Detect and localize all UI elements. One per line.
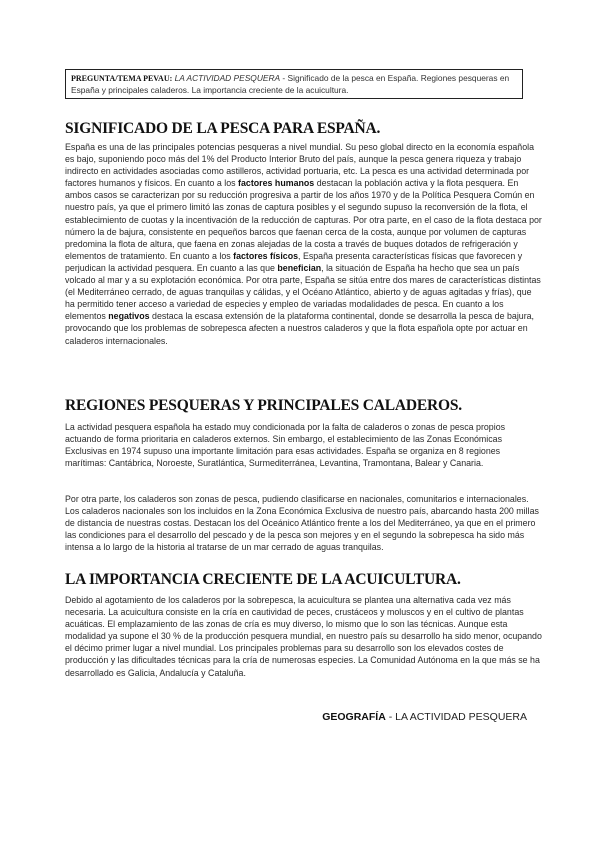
bold-term-negativos: negativos — [108, 311, 150, 322]
section-heading-significado: SIGNIFICADO DE LA PESCA PARA ESPAÑA. — [65, 120, 381, 137]
section-heading-acuicultura: LA IMPORTANCIA CRECIENTE DE LA ACUICULTURA. — [65, 571, 461, 588]
text-run: destaca la escasa extensión de la plataforma continental, donde se desarrolla la pesca de bajura, provocando que los problemas de sobrepesca afecten a nuestros caladeros y que la flota española opte por actuar en caladeros internacionales. — [65, 311, 535, 346]
topic-label: PREGUNTA/TEMA PEVAU: — [71, 74, 173, 83]
topic-description: - Significado de la pesca en España. Regiones pesqueras en España y principales caladeros. La importancia creciente de la acuicultura. — [71, 73, 510, 95]
paragraph-significado — [65, 141, 543, 347]
bold-term-benefician: benefician — [277, 262, 322, 273]
footer-subject: GEOGRAFÍA — [322, 711, 386, 723]
page-footer — [322, 711, 527, 723]
text-run: , España presenta características físicas que favorecen y perjudican la actividad pesquera. En cuanto a las que — [65, 250, 523, 273]
topic-title: LA ACTIVIDAD PESQUERA — [174, 73, 281, 83]
paragraph-caladeros: Por otra parte, los caladeros son zonas de pesca, pudiendo clasificarse en nacionales, comunitarios e internacionales. Los caladeros nacionales son los incluidos en la Zona Económica Exclusiva de nuestro país, abarcando hasta 200 millas de distancia de nuestras costas. Destacan los del Oceánico Atlántico frente a los del Mediterráneo, ya que en el primero las condiciones para el desarrollo del pescado y de la pesca son mejores y en el segundo la sobrepesca ha sido más intensa a lo largo de la historia al tratarse de un mar cerrado de aguas tranquilas. — [65, 494, 539, 553]
bold-term-factores-fisicos: factores físicos — [233, 250, 299, 261]
section-heading-regiones: REGIONES PESQUERAS Y PRINCIPALES CALADEROS. — [65, 397, 462, 414]
text-run: España es una de las principales potencias pesqueras a nivel mundial. Su peso global directo en la economía española es bajo, suponiendo poco más del 1% del Producto Interior Bruto del país, aunque la pesca genera riqueza y trabajo indirecto en actividades asociadas como astilleros, actividad portuaria, etc. La pesca es una actividad determinada por factores humanos y físicos. En cuanto a los — [65, 142, 535, 189]
bold-term-factores-humanos: factores humanos — [238, 178, 315, 189]
topic-box — [65, 69, 523, 99]
paragraph-regiones: La actividad pesquera española ha estado muy condicionada por la falta de caladeros o zonas de pesca propios actuando de forma prioritaria en caladeros externos. Sin embargo, el establecimiento de las Zonas Económicas Exclusivas en 1974 supuso una importante limitación para esas actividades. España se organiza en 8 regiones marítimas: Cantábrica, Noroeste, Suratlántica, Surmediterránea, Levantina, Tramontana, Balear y Canaria. — [65, 422, 506, 469]
paragraph-acuicultura: Debido al agotamiento de los caladeros por la sobrepesca, la acuicultura se plantea una alternativa cada vez más necesaria. La acuicultura consiste en la cría en cautividad de peces, crustáceos y moluscos y en el cultivo de plantas acuáticas. El emplazamiento de las zonas de cría es muy diverso, lo mismo que lo son las técnicas. Aunque esta modalidad ya supone el 30 % de la producción pesquera mundial, en nuestro país su desarrollo ha sido menor, ocupando el décimo primer lugar a nivel mundial. Los principales problemas para su desarrollo son los elevados costes de producción y las dificultades técnicas para la cría de numerosas especies. La Comunidad Autónoma en la que más se ha desarrollado es Galicia, Andalucía y Cataluña. — [65, 595, 542, 678]
footer-topic: - LA ACTIVIDAD PESQUERA — [385, 711, 527, 723]
text-run: destacan la población activa y la flota pesquera. En ambos casos se caracterizan por su reducción progresiva a partir de los años 1970 y de la Política Pesquera Común en nuestro país, ya que el primero limitó las zonas de captura posibles y el segundo supuso la reconversión de la flota, el establecimiento de cuotas y la incentivación de la reducción de capturas. Por otra parte, en el caso de la flota destaca por número la de bajura, consistente en pequeños barcos que faenan cerca de la costa, aunque por volumen de capturas predomina la flota de altura, que faena en zonas alejadas de la costa a través de buques dotados de refrigeración y elementos de tratamiento. En cuanto a los — [65, 178, 542, 261]
text-run: , la situación de España ha hecho que sea un país volcado al mar y a su explotación económica. Por otra parte, España se sitúa entre dos mares de características distintas (el Mediterráneo cerrado, de aguas tranquilas y cálidas, y el Océano Atlántico, abierto y de aguas agitadas y frías), que ha permitido tener acceso a variedad de especies y empleo de variadas modalidades de pesca. En cuanto a los elementos — [65, 262, 541, 322]
